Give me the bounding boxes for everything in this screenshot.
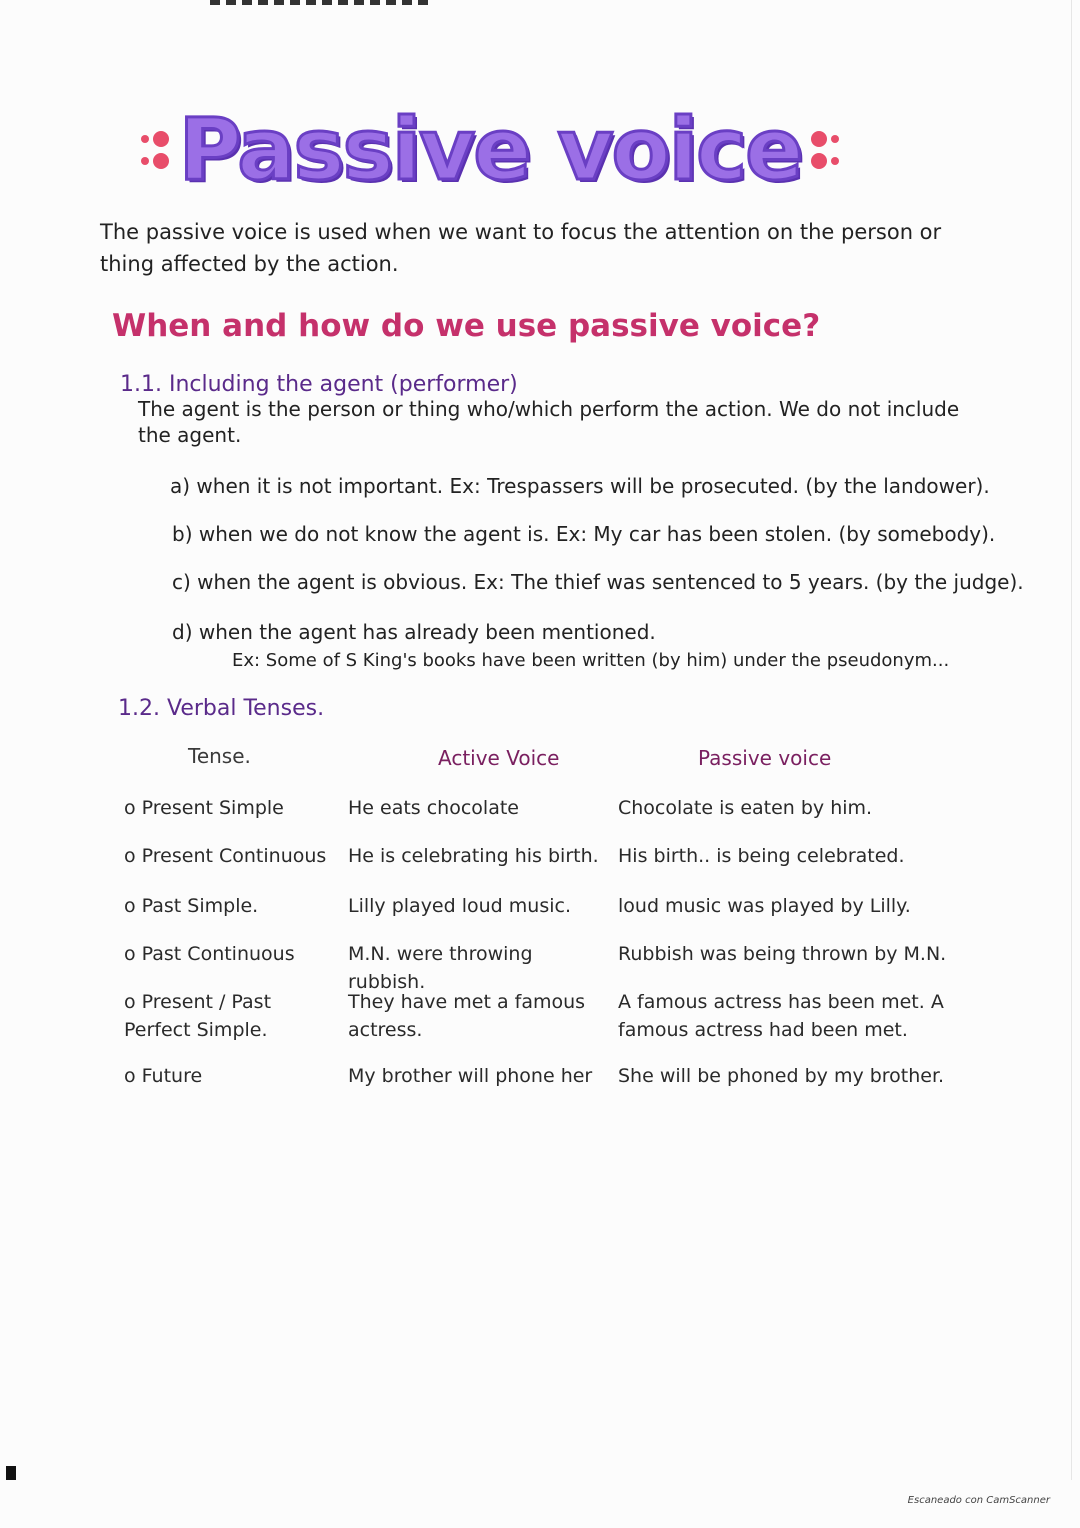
- table-cell-active: He eats chocolate: [348, 797, 519, 819]
- table-cell-tense: o Past Simple.: [124, 895, 259, 917]
- list-item: c) when the agent is obvious. Ex: The thief was sentenced to 5 years. (by the judge).: [172, 570, 1024, 594]
- decorative-dots-left-icon: [141, 131, 169, 169]
- table-cell-active: M.N. were throwing rubbish.: [348, 943, 533, 993]
- scan-edge-mark: [6, 1466, 16, 1480]
- list-item: a) when it is not important. Ex: Trespassers will be prosecuted. (by the landower).: [170, 474, 990, 498]
- subsection-heading-1-2: 1.2. Verbal Tenses.: [118, 696, 325, 721]
- column-header-tense: Tense.: [188, 744, 251, 768]
- table-cell-active: He is celebrating his birth.: [348, 845, 599, 867]
- table-cell-active: They have met a famous actress.: [348, 991, 586, 1041]
- table-cell-tense: o Present Simple: [124, 797, 284, 819]
- table-cell-passive: A famous actress has been met. A famous actress had been met.: [618, 991, 944, 1041]
- table-cell-tense: o Past Continuous: [124, 943, 295, 965]
- decorative-dots-right-icon: [811, 131, 839, 169]
- subsection-heading-1-1: 1.1. Including the agent (performer): [120, 372, 518, 397]
- section-question: When and how do we use passive voice?: [112, 308, 821, 344]
- table-cell-passive: loud music was played by Lilly.: [618, 895, 911, 917]
- list-item-example: Ex: Some of S King's books have been written (by him) under the pseudonym...: [232, 650, 950, 671]
- table-cell-active: My brother will phone her: [348, 1065, 593, 1087]
- list-item: b) when we do not know the agent is. Ex: My car has been stolen. (by somebody).: [172, 522, 996, 546]
- table-cell-passive: She will be phoned by my brother.: [618, 1065, 945, 1087]
- page-title: Passive voice: [178, 100, 802, 200]
- table-cell-active: Lilly played loud music.: [348, 895, 571, 917]
- list-item: d) when the agent has already been mentioned.: [172, 620, 656, 644]
- title-block: [178, 90, 802, 210]
- column-header-active: Active Voice: [438, 746, 560, 770]
- table-cell-passive: Chocolate is eaten by him.: [618, 797, 873, 819]
- agent-definition: The agent is the person or thing who/which perform the action. We do not include the agent.: [138, 397, 960, 447]
- table-cell-passive: His birth.. is being celebrated.: [618, 845, 905, 867]
- table-cell-tense: o Present Continuous: [124, 845, 327, 867]
- scan-edge-right: [1071, 0, 1072, 1480]
- table-cell-tense: o Future: [124, 1065, 203, 1087]
- table-cell-tense: o Present / Past Perfect Simple.: [124, 991, 272, 1041]
- table-cell-passive: Rubbish was being thrown by M.N.: [618, 943, 947, 965]
- column-header-passive: Passive voice: [698, 746, 832, 770]
- scan-edge-top: [210, 0, 430, 5]
- intro-paragraph: The passive voice is used when we want to focus the attention on the person or thing affected by the action.: [100, 220, 942, 276]
- scanner-watermark: Escaneado con CamScanner: [907, 1495, 1050, 1506]
